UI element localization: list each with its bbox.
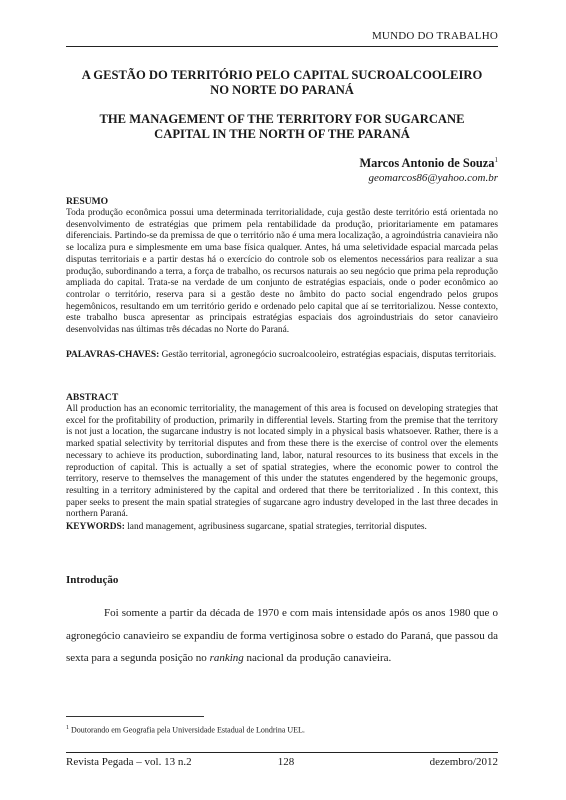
author-line [66,156,498,171]
footer-date: dezembro/2012 [429,756,498,768]
footer-rule [66,752,498,753]
footer-page-number: 128 [277,756,295,768]
intro-heading: Introdução [66,574,119,586]
resumo-keywords-label: PALAVRAS-CHAVES: [66,350,160,360]
footnote-mark: 1 [66,725,69,731]
abstract-keywords-label: KEYWORDS: [66,522,125,532]
header-rule [66,46,498,47]
title-en-line-2: CAPITAL IN THE NORTH OF THE PARANÁ [154,127,410,141]
running-header: MUNDO DO TRABALHO [371,30,498,42]
footnote [66,725,305,735]
resumo-keywords [66,350,498,362]
abstract-heading: ABSTRACT [66,392,119,403]
title-english [66,112,498,142]
title-en-line-1: THE MANAGEMENT OF THE TERRITORY FOR SUGARCANE [99,112,465,126]
resumo-text: Toda produção econômica possui uma determinada territorialidade, cuja gestão deste território está orientada no desenvolvimento de estratégias que primem pela rentabilidade da produção, prioritariamente em patamares diferenciais. Partindo-se da premissa de que o território não é uma mera localização, a agroindústria canavieira não se localiza pura e simplesmente em uma base física qualquer. Antes, há uma seletividade espacial marcada pelas disputas territoriais e a partir destas há o exercício do controle sob os elementos necessários para realizar a sua produção, subordinando a terra, a força de trabalho, os recursos naturais ao seu negócio que prima pela reprodução ampliada do capital. Trata-se na verdade de um conjunto de estratégias espaciais, onde o poder econômico ao controlar o território, reserva para si a gestão deste no âmbito do pacto social engendrado pelos grupos hegemônicos, resultando em um território gerido e ordenado pelo capital que aí se territorializou. Nesse contexto, este trabalho busca apresentar as principais estratégias espaciais dos agroindustriais do setor canavieiro desenvolvidas nas últimas três décadas no Norte do Paraná. [66,208,498,336]
author-name: Marcos Antonio de Souza [359,156,495,171]
footnote-text: Doutorando em Geografia pela Universidade Estadual de Londrina UEL. [69,725,305,735]
title-portuguese [66,68,498,98]
author-email: geomarcos86@yahoo.com.br [368,172,498,184]
footnote-rule [66,716,204,717]
abstract-keywords-text: land management, agribusiness sugarcane, spatial strategies, territorial disputes. [127,522,427,532]
intro-text-italic: ranking [209,652,244,664]
intro-paragraph [66,602,498,670]
title-pt-line-1: A GESTÃO DO TERRITÓRIO PELO CAPITAL SUCROALCOOLEIRO [81,68,483,82]
resumo-heading: RESUMO [66,196,109,207]
author-footnote-mark: 1 [494,156,498,164]
footer-journal: Revista Pegada – vol. 13 n.2 [66,756,192,768]
abstract-text: All production has an economic territoriality, the management of this area is focused on developing strategies that excel for the profitability of production, primarily in differential levels. Starting from the premise that the territory is not just a location, the sugarcane industry is not located simply in a physical basis whatsoever. Rather, there is a marked spatial selectivity by territorial disputes and from these there is the exercise of control over the elements necessary to achieve its production, subordinating land, labor, natural resources to its business that excels in the reproduction of capital. This is actually a set of spatial strategies, where the economic power to control the territory, reserve to themselves the management of this under the statutes engendered by the hegemonic groups, resulting in a territory administered by the capital and ordered that there be territorialized . In this context, this paper seeks to present the main spatial strategies of sugarcane agro industry developed in the last three decades in northern Paraná. [66,404,498,520]
resumo-keywords-text: Gestão territorial, agronegócio sucroalcooleiro, estratégias espaciais, disputas territoriais. [161,350,497,360]
abstract-keywords [66,522,498,534]
intro-text-start: Foi somente a partir da década de 1970 e com mais intensidade após os anos 1980 que o agronegócio canavieiro se expandiu de forma vertiginosa sobre o estado do Paraná, que passou da sexta para a segunda posição no [66,607,498,664]
intro-text-end: nacional da produção canavieira. [243,652,392,664]
title-pt-line-2: NO NORTE DO PARANÁ [210,83,354,97]
